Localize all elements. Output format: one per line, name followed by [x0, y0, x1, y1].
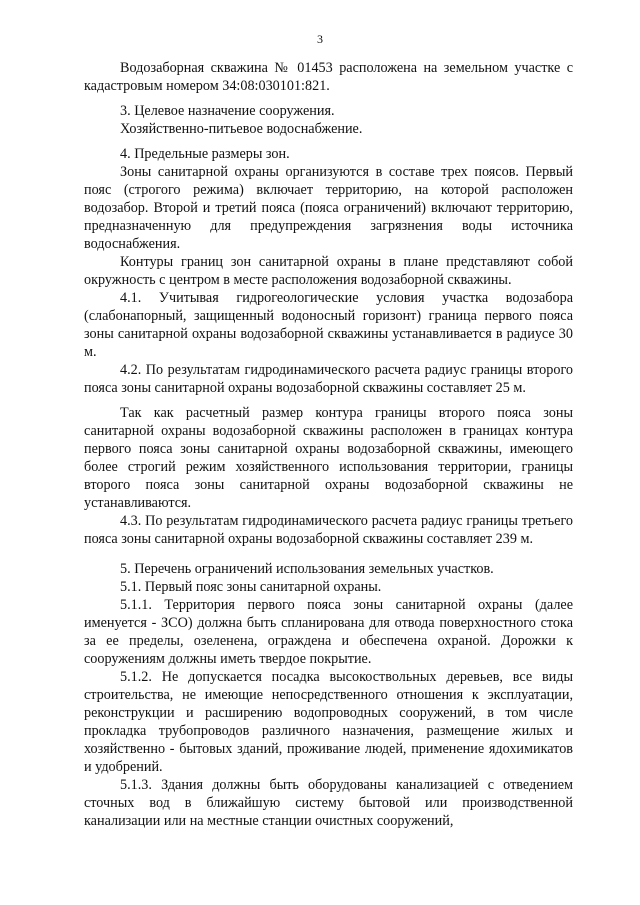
- paragraph-4-1: 4.1. Учитывая гидрогеологические условия участка водозабора (слабонапорный, защищенный водоносный горизонт) граница первого пояса зоны санитарной охраны водозаборной скважины устанавливается в радиусе 30 м.: [84, 290, 573, 360]
- paragraph-5-1-3: 5.1.3. Здания должны быть оборудованы канализацией с отведением сточных вод в ближайшую систему бытовой или производственной канализации или на местные станции очистных сооружений,: [84, 777, 573, 829]
- paragraph-zone-belts: Зоны санитарной охраны организуются в составе трех поясов. Первый пояс (строгого режима) включает территорию, на которой расположен водозабор. Второй и третий пояса (пояса ограничений) включают территорию, предназначенную для предупреждения загрязнения воды источника водоснабжения.: [84, 164, 573, 252]
- paragraph-4-2: 4.2. По результатам гидродинамического расчета радиус границы второго пояса зоны санитарной охраны водозаборной скважины составляет 25 м.: [84, 362, 573, 396]
- paragraph-5-1-1: 5.1.1. Территория первого пояса зоны санитарной охраны (далее именуется - ЗСО) должна быть спланирована для отвода поверхностного стока за ее пределы, озеленена, ограждена и обеспечена охраной. Дорожки к сооружениям должны иметь твердое покрытие.: [84, 597, 573, 667]
- page-number: 3: [317, 32, 323, 46]
- heading-restrictions: 5. Перечень ограничений использования земельных участков.: [120, 561, 494, 577]
- heading-zone-sizes: 4. Предельные размеры зон.: [120, 146, 290, 162]
- paragraph-well-location: Водозаборная скважина № 01453 расположена на земельном участке с кадастровым номером 34:08:030101:821.: [84, 60, 573, 94]
- heading-first-belt: 5.1. Первый пояс зоны санитарной охраны.: [120, 579, 382, 595]
- paragraph-second-belt-note: Так как расчетный размер контура границы второго пояса зоны санитарной охраны водозаборной скважины расположен в границах контура первого пояса зоны санитарной охраны водозаборной скважины, имеющего более строгий режим хозяйственного использования территории, границы второго пояса зоны санитарной охраны водозаборной скважины не устанавливаются.: [84, 405, 573, 511]
- paragraph-zone-contours: Контуры границ зон санитарной охраны в плане представляют собой окружность с центром в месте расположения водозаборной скважины.: [84, 254, 573, 288]
- heading-purpose: 3. Целевое назначение сооружения.: [120, 103, 335, 119]
- document-body: [84, 59, 573, 830]
- paragraph-purpose-value: Хозяйственно-питьевое водоснабжение.: [120, 121, 363, 137]
- paragraph-4-3: 4.3. По результатам гидродинамического расчета радиус границы третьего пояса зоны санитарной охраны водозаборной скважины составляет 239 м.: [84, 513, 573, 547]
- paragraph-5-1-2: 5.1.2. Не допускается посадка высокоствольных деревьев, все виды строительства, не имеющие непосредственного отношения к эксплуатации, реконструкции и расширению водопроводных сооружений, в том числе прокладка трубопроводов различного назначения, размещение жилых и хозяйственно - бытовых зданий, проживание людей, применение ядохимикатов и удобрений.: [84, 669, 573, 775]
